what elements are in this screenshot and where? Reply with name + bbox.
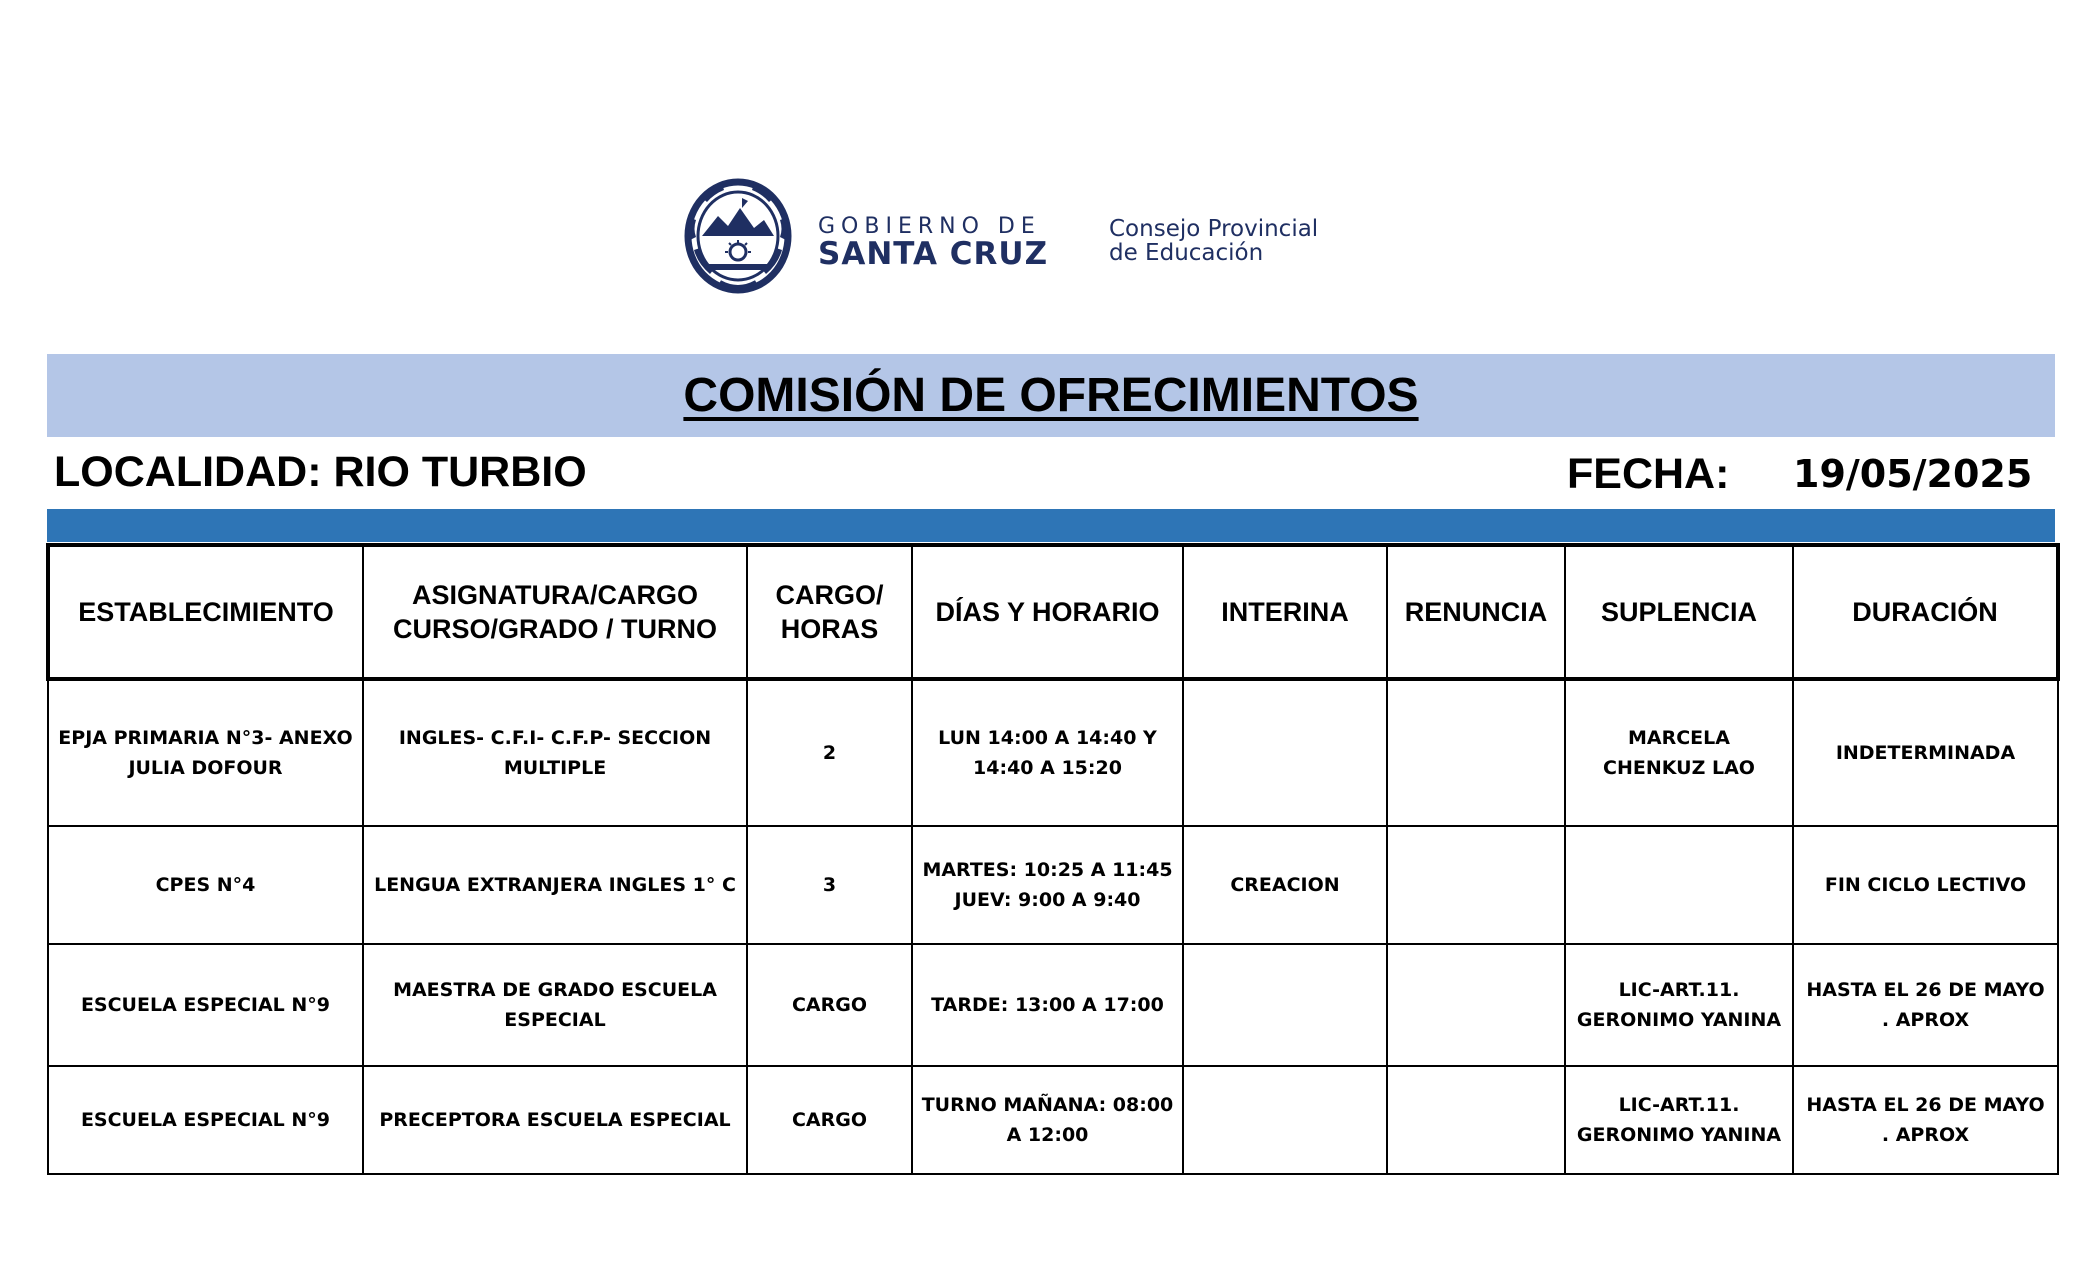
localidad-label: LOCALIDAD: RIO TURBIO <box>54 448 587 496</box>
cell-cargo-horas: CARGO <box>747 944 912 1066</box>
header-asignatura: ASIGNATURA/CARGO CURSO/GRADO / TURNO <box>363 545 747 679</box>
cell-renuncia <box>1387 679 1565 826</box>
cell-suplencia: LIC-ART.11. GERONIMO YANINA <box>1565 944 1793 1066</box>
cell-duracion: HASTA EL 26 DE MAYO . APROX <box>1793 944 2058 1066</box>
cell-cargo-horas: 3 <box>747 826 912 944</box>
cell-cargo-horas: 2 <box>747 679 912 826</box>
cell-interina <box>1183 1066 1387 1174</box>
cell-dias-horario: TURNO MAÑANA: 08:00 A 12:00 <box>912 1066 1183 1174</box>
cell-duracion: FIN CICLO LECTIVO <box>1793 826 2058 944</box>
cell-interina <box>1183 679 1387 826</box>
header-dias-horario: DÍAS Y HORARIO <box>912 545 1183 679</box>
cell-asignatura: PRECEPTORA ESCUELA ESPECIAL <box>363 1066 747 1174</box>
cell-suplencia: LIC-ART.11. GERONIMO YANINA <box>1565 1066 1793 1174</box>
header-interina: INTERINA <box>1183 545 1387 679</box>
cell-asignatura: INGLES- C.F.I- C.F.P- SECCION MULTIPLE <box>363 679 747 826</box>
table-row <box>48 944 2058 1066</box>
cell-interina: CREACION <box>1183 826 1387 944</box>
cell-renuncia <box>1387 826 1565 944</box>
cell-duracion: HASTA EL 26 DE MAYO . APROX <box>1793 1066 2058 1174</box>
title-band <box>47 354 2055 437</box>
cell-cargo-horas: CARGO <box>747 1066 912 1174</box>
table-row <box>48 826 2058 944</box>
header-suplencia: SUPLENCIA <box>1565 545 1793 679</box>
cell-asignatura: LENGUA EXTRANJERA INGLES 1° C <box>363 826 747 944</box>
header-divider-bar <box>47 509 2055 542</box>
consejo-label: Consejo Provincial <box>1109 216 1319 242</box>
cell-establecimiento: ESCUELA ESPECIAL N°9 <box>48 944 363 1066</box>
cell-establecimiento: CPES N°4 <box>48 826 363 944</box>
santa-cruz-seal-icon <box>682 178 794 298</box>
cell-asignatura: MAESTRA DE GRADO ESCUELA ESPECIAL <box>363 944 747 1066</box>
fecha-value: 19/05/2025 <box>1793 452 2033 496</box>
page-title: COMISIÓN DE OFRECIMIENTOS <box>683 369 1419 422</box>
table-row <box>48 1066 2058 1174</box>
table-header-row <box>48 545 2058 679</box>
offers-table <box>46 543 2060 1175</box>
cell-duracion: INDETERMINADA <box>1793 679 2058 826</box>
educacion-label: de Educación <box>1109 240 1264 266</box>
header-establecimiento: ESTABLECIMIENTO <box>48 545 363 679</box>
header-cargo-horas: CARGO/ HORAS <box>747 545 912 679</box>
cell-dias-horario: TARDE: 13:00 A 17:00 <box>912 944 1183 1066</box>
cell-dias-horario: MARTES: 10:25 A 11:45 JUEV: 9:00 A 9:40 <box>912 826 1183 944</box>
cell-establecimiento: EPJA PRIMARIA N°3- ANEXO JULIA DOFOUR <box>48 679 363 826</box>
fecha-label: FECHA: <box>1567 450 1730 498</box>
table-row <box>48 679 2058 826</box>
cell-renuncia <box>1387 944 1565 1066</box>
cell-interina <box>1183 944 1387 1066</box>
cell-suplencia <box>1565 826 1793 944</box>
cell-renuncia <box>1387 1066 1565 1174</box>
santa-cruz-label: SANTA CRUZ <box>818 236 1049 272</box>
header-duracion: DURACIÓN <box>1793 545 2058 679</box>
cell-establecimiento: ESCUELA ESPECIAL N°9 <box>48 1066 363 1174</box>
gobierno-label: GOBIERNO DE <box>818 214 1041 239</box>
header-renuncia: RENUNCIA <box>1387 545 1565 679</box>
header-logo <box>682 178 1362 298</box>
cell-suplencia: MARCELA CHENKUZ LAO <box>1565 679 1793 826</box>
cell-dias-horario: LUN 14:00 A 14:40 Y 14:40 A 15:20 <box>912 679 1183 826</box>
